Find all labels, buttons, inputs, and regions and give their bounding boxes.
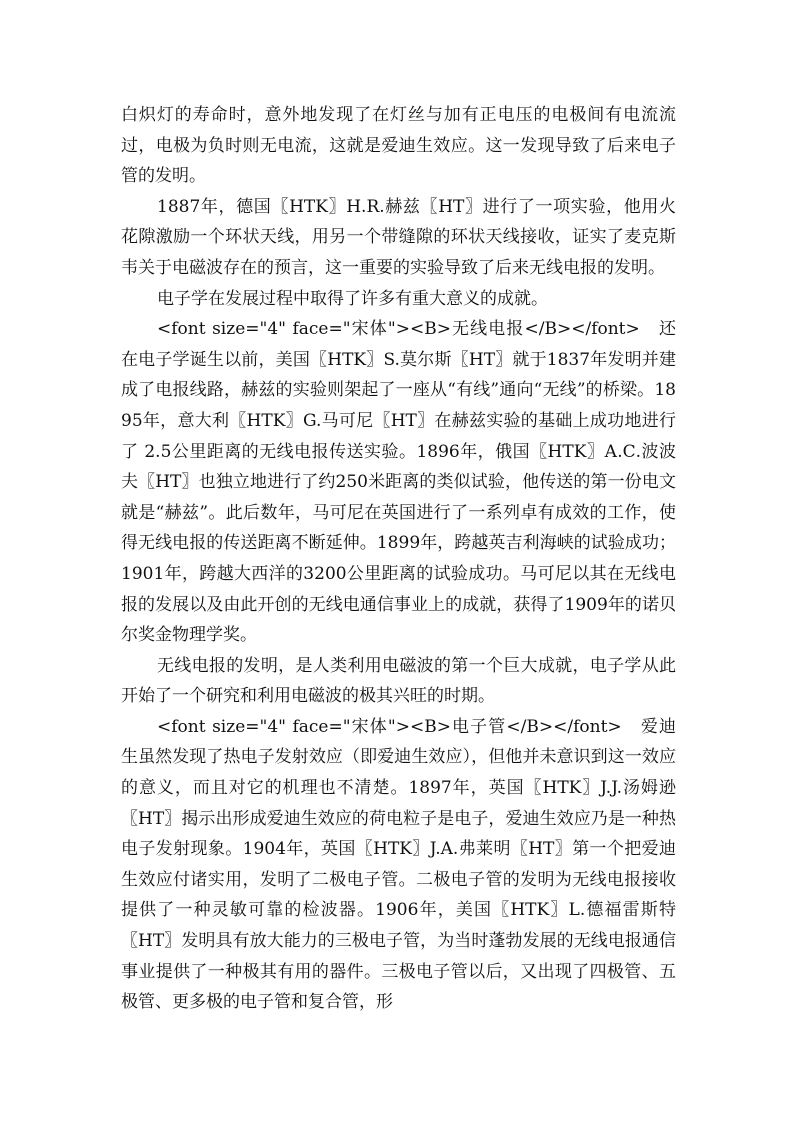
paragraph-hertz-experiment: 1887年，德国〖HTK〗H.R.赫兹〖HT〗进行了一项实验，他用火花隙激励一个环状天线，用另一个带缝隙的环状天线接收，证实了麦克斯韦关于电磁波存在的预言，这一重要的实验导致了后来无线电报的发明。 bbox=[121, 196, 676, 278]
paragraph-electron-tube: <font size="4" face="宋体"><B>电子管</B></font> 爱迪生虽然发现了热电子发射效应（即爱迪生效应），但他并未意识到这一效应的意义，而且对它的机理也不清楚。1897年，英国〖HTK〗J.J.汤姆逊〖HT〗揭示出形成爱迪生效应的荷电粒子是电子，爱迪生效应乃是一种热电子发射现象。1904年，英国〖HTK〗J.A.弗莱明〖HT〗第一个把爱迪生效应付诸实用，发明了二极电子管。二极电子管的发明为无线电报接收提供了一种灵敏可靠的检波器。1906年，美国〖HTK〗L.德福雷斯特〖HT〗发明具有放大能力的三极电子管，为当时蓬勃发展的无线电报通信事业提供了一种极其有用的器件。三极电子管以后，又出现了四极管、五极管、更多极的电子管和复合管，形 bbox=[121, 716, 676, 1013]
paragraph-edison-effect: 白炽灯的寿命时，意外地发现了在灯丝与加有正电压的电极间有电流流过，电极为负时则无电流，这就是爱迪生效应。这一发现导致了后来电子管的发明。 bbox=[121, 105, 676, 187]
paragraph-wireless-significance: 无线电报的发明，是人类利用电磁波的第一个巨大成就，电子学从此开始了一个研究和利用电磁波的极其兴旺的时期。 bbox=[121, 655, 676, 707]
document-page bbox=[121, 100, 676, 1018]
paragraph-wireless-telegraph: <font size="4" face="宋体"><B>无线电报</B></font> 还在电子学诞生以前，美国〖HTK〗S.莫尔斯〖HT〗就于1837年发明并建成了电报线路，赫兹的实验则架起了一座从“有线”通向“无线”的桥梁。1895年，意大利〖HTK〗G.马可尼〖HT〗在赫兹实验的基础上成功地进行了 2.5公里距离的无线电报传送实验。1896年，俄国〖HTK〗А.С.波波夫〖HT〗也独立地进行了约250米距离的类似试验，他传送的第一份电文就是“赫兹”。此后数年，马可尼在英国进行了一系列卓有成效的工作，使得无线电报的传送距离不断延伸。1899年，跨越英吉利海峡的试验成功；1901年，跨越大西洋的3200公里距离的试验成功。马可尼以其在无线电报的发展以及由此开创的无线电通信事业上的成就，获得了1909年的诺贝尔奖金物理学奖。 bbox=[121, 319, 676, 646]
paragraph-achievements-intro: 电子学在发展过程中取得了许多有重大意义的成就。 bbox=[157, 288, 548, 309]
